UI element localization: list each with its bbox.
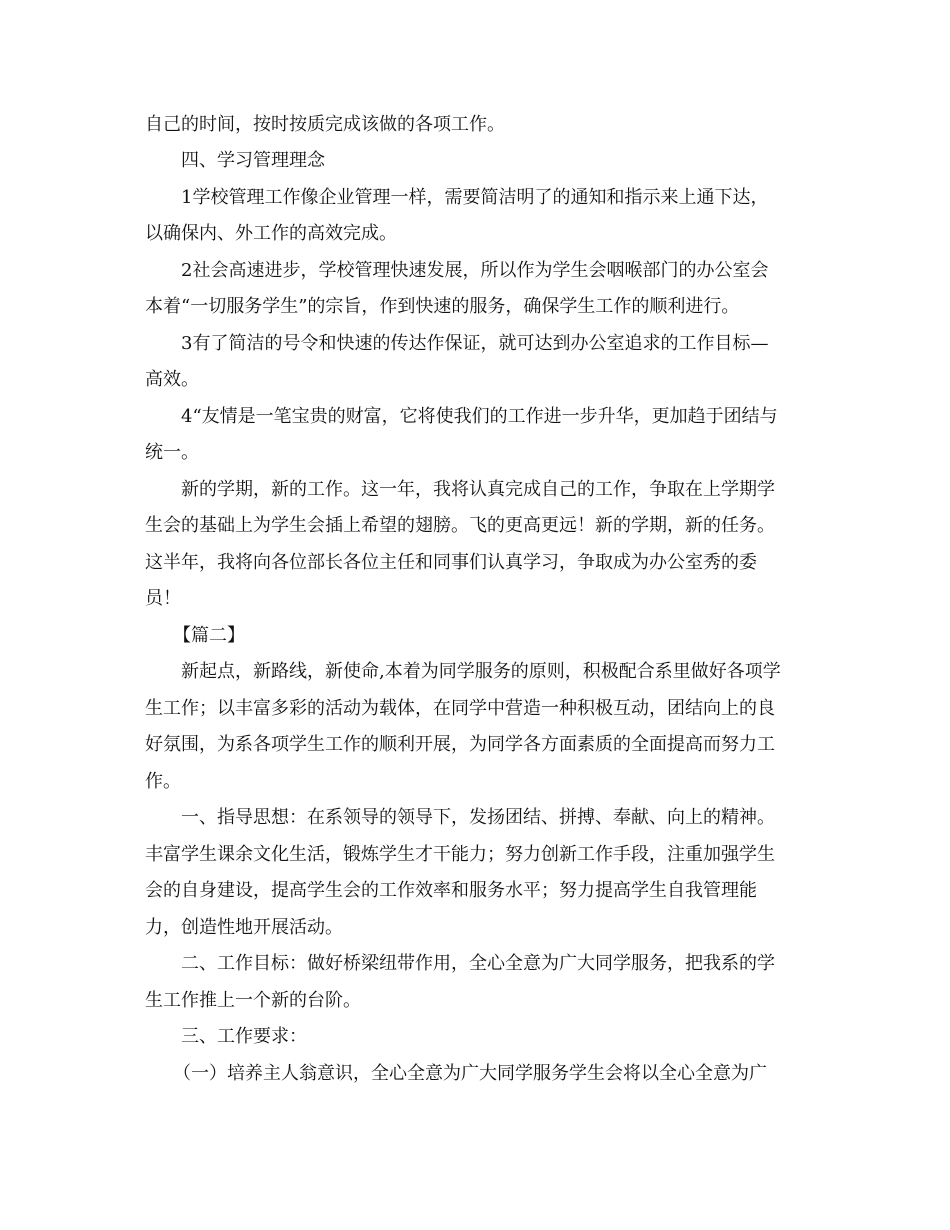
text-line: 会的自身建设，提高学生会的工作效率和服务水平；努力提高学生自我管理能 (145, 880, 757, 901)
text-line: 自己的时间，按时按质完成该做的各项工作。 (145, 114, 505, 135)
text-line: 以确保内、外工作的高效完成。 (145, 223, 397, 244)
text-line: 作。 (145, 771, 181, 792)
text-line: 3有了简洁的号令和快速的传达作保证，就可达到办公室追求的工作目标— (181, 333, 769, 354)
text-line: 一、指导思想：在系领导的领导下，发扬团结、拼搏、奉献、向上的精神。 (181, 807, 775, 828)
text-line: 本着“一切服务学生”的宗旨，作到快速的服务，确保学生工作的顺利进行。 (145, 296, 740, 317)
text-line: 新的学期，新的工作。这一年，我将认真完成自己的工作，争取在上学期学 (181, 479, 775, 500)
text-line: 4“友情是一笔宝贵的财富，它将使我们的工作进一步升华，更加趋于团结与 (181, 406, 778, 427)
text-line: 好氛围，为系各项学生工作的顺利开展，为同学各方面素质的全面提高而努力工 (145, 734, 775, 755)
text-line: 生工作；以丰富多彩的活动为载体，在同学中营造一种积极互动，团结向上的良 (145, 698, 775, 719)
text-line: 二、工作目标：做好桥梁纽带作用，全心全意为广大同学服务，把我系的学 (181, 953, 775, 974)
text-line: 力，创造性地开展活动。 (145, 917, 343, 938)
text-line: 1学校管理工作像企业管理一样，需要简洁明了的通知和指示来上通下达， (181, 187, 769, 208)
text-line: 新起点，新路线，新使命,本着为同学服务的原则，积极配合系里做好各项学 (181, 661, 781, 682)
text-line: 2社会高速进步，学校管理快速发展，所以作为学生会咽喉部门的办公室会 (181, 260, 769, 281)
text-line: 生工作推上一个新的台阶。 (145, 990, 361, 1011)
text-line: （一）培养主人翁意识，全心全意为广大同学服务学生会将以全心全意为广 (173, 1063, 767, 1084)
text-line: 生会的基础上为学生会插上希望的翅膀。飞的更高更远！新的学期，新的任务。 (145, 515, 775, 536)
text-line: 丰富学生课余文化生活，锻炼学生才干能力；努力创新工作手段，注重加强学生 (145, 844, 775, 865)
section-heading: 四、学习管理理念 (181, 150, 325, 171)
text-line: 统一。 (145, 442, 199, 463)
text-line: 高效。 (145, 369, 199, 390)
text-line: 员！ (145, 588, 181, 609)
section-heading: 【篇二】 (173, 625, 245, 646)
text-line: 这半年，我将向各位部长各位主任和同事们认真学习，争取成为办公室秀的委 (145, 552, 757, 573)
section-heading: 三、工作要求： (181, 1026, 307, 1047)
